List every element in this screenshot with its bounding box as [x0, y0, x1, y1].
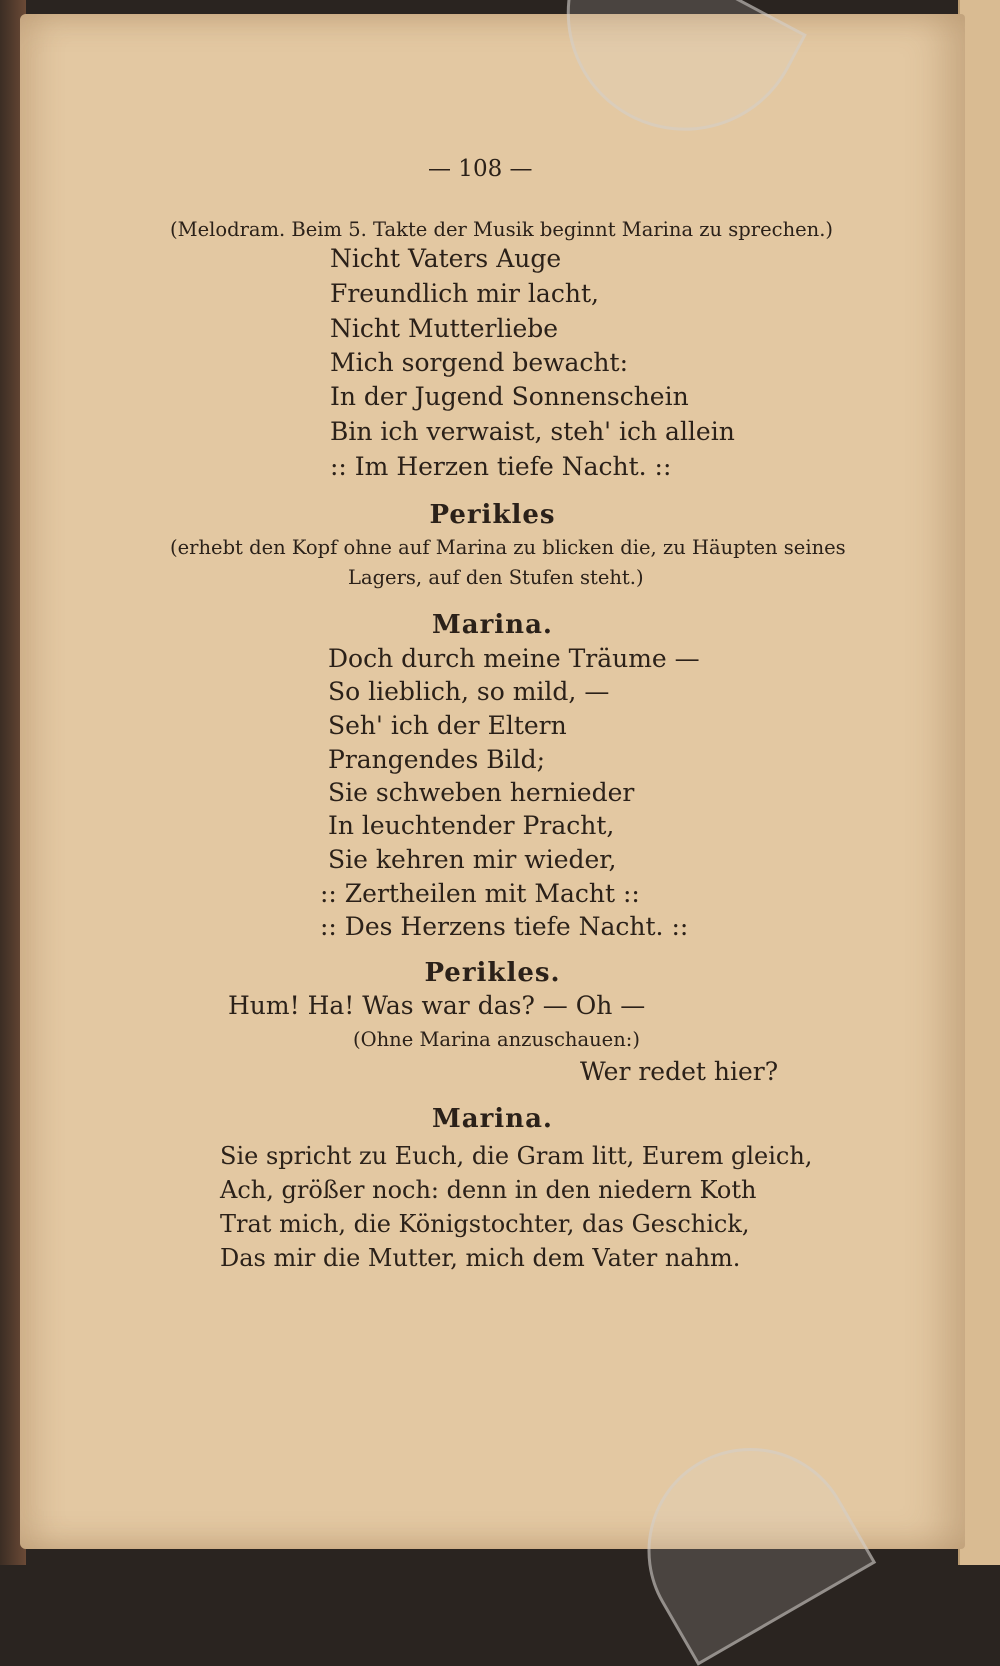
stage-direction: Lagers, auf den Stufen steht.) — [348, 566, 644, 589]
stage-direction: (Ohne Marina anzuschauen:) — [353, 1028, 640, 1051]
verse-line: Prangendes Bild; — [328, 745, 546, 774]
verse-line: Mich sorgend bewacht: — [330, 348, 628, 377]
verse-line: :: Im Herzen tiefe Nacht. :: — [330, 452, 672, 481]
verse-line: Ach, größer noch: denn in den niedern Koth — [220, 1176, 757, 1204]
dialogue-line: Hum! Ha! Was war das? — Oh — — [228, 991, 646, 1020]
verse-line: Trat mich, die Königstochter, das Geschick, — [220, 1210, 750, 1238]
verse-line: :: Zertheilen mit Macht :: — [320, 879, 640, 908]
verse-line: Sie spricht zu Euch, die Gram litt, Eurem gleich, — [220, 1142, 813, 1170]
verse-line: Sie kehren mir wieder, — [328, 845, 617, 874]
verse-line: In leuchtender Pracht, — [328, 811, 615, 840]
verse-line: Nicht Mutterliebe — [330, 314, 559, 343]
verse-line: Freundlich mir lacht, — [330, 279, 599, 308]
verse-line: Seh' ich der Eltern — [328, 711, 567, 740]
stage-direction-melodram: (Melodram. Beim 5. Takte der Musik beginnt Marina zu sprechen.) — [170, 218, 834, 241]
book-page — [20, 14, 965, 1549]
speaker-heading: Marina. — [431, 610, 553, 640]
verse-line: Nicht Vaters Auge — [330, 244, 562, 273]
speaker-heading: Perikles — [429, 500, 556, 530]
verse-line: Bin ich verwaist, steh' ich allein — [330, 417, 735, 446]
stage-direction: (erhebt den Kopf ohne auf Marina zu blicken die, zu Häupten seines — [170, 536, 846, 559]
speaker-heading: Perikles. — [424, 958, 561, 988]
verse-line: Sie schweben hernieder — [328, 778, 635, 807]
verse-line: So lieblich, so mild, — — [328, 677, 610, 706]
page-number: — 108 — — [428, 156, 533, 182]
speaker-heading: Marina. — [431, 1104, 553, 1134]
verse-line: In der Jugend Sonnenschein — [330, 382, 689, 411]
verse-line: Das mir die Mutter, mich dem Vater nahm. — [220, 1244, 741, 1272]
verse-line: Doch durch meine Träume — — [328, 644, 700, 673]
verse-line: :: Des Herzens tiefe Nacht. :: — [320, 912, 689, 941]
dialogue-line: Wer redet hier? — [580, 1057, 779, 1086]
